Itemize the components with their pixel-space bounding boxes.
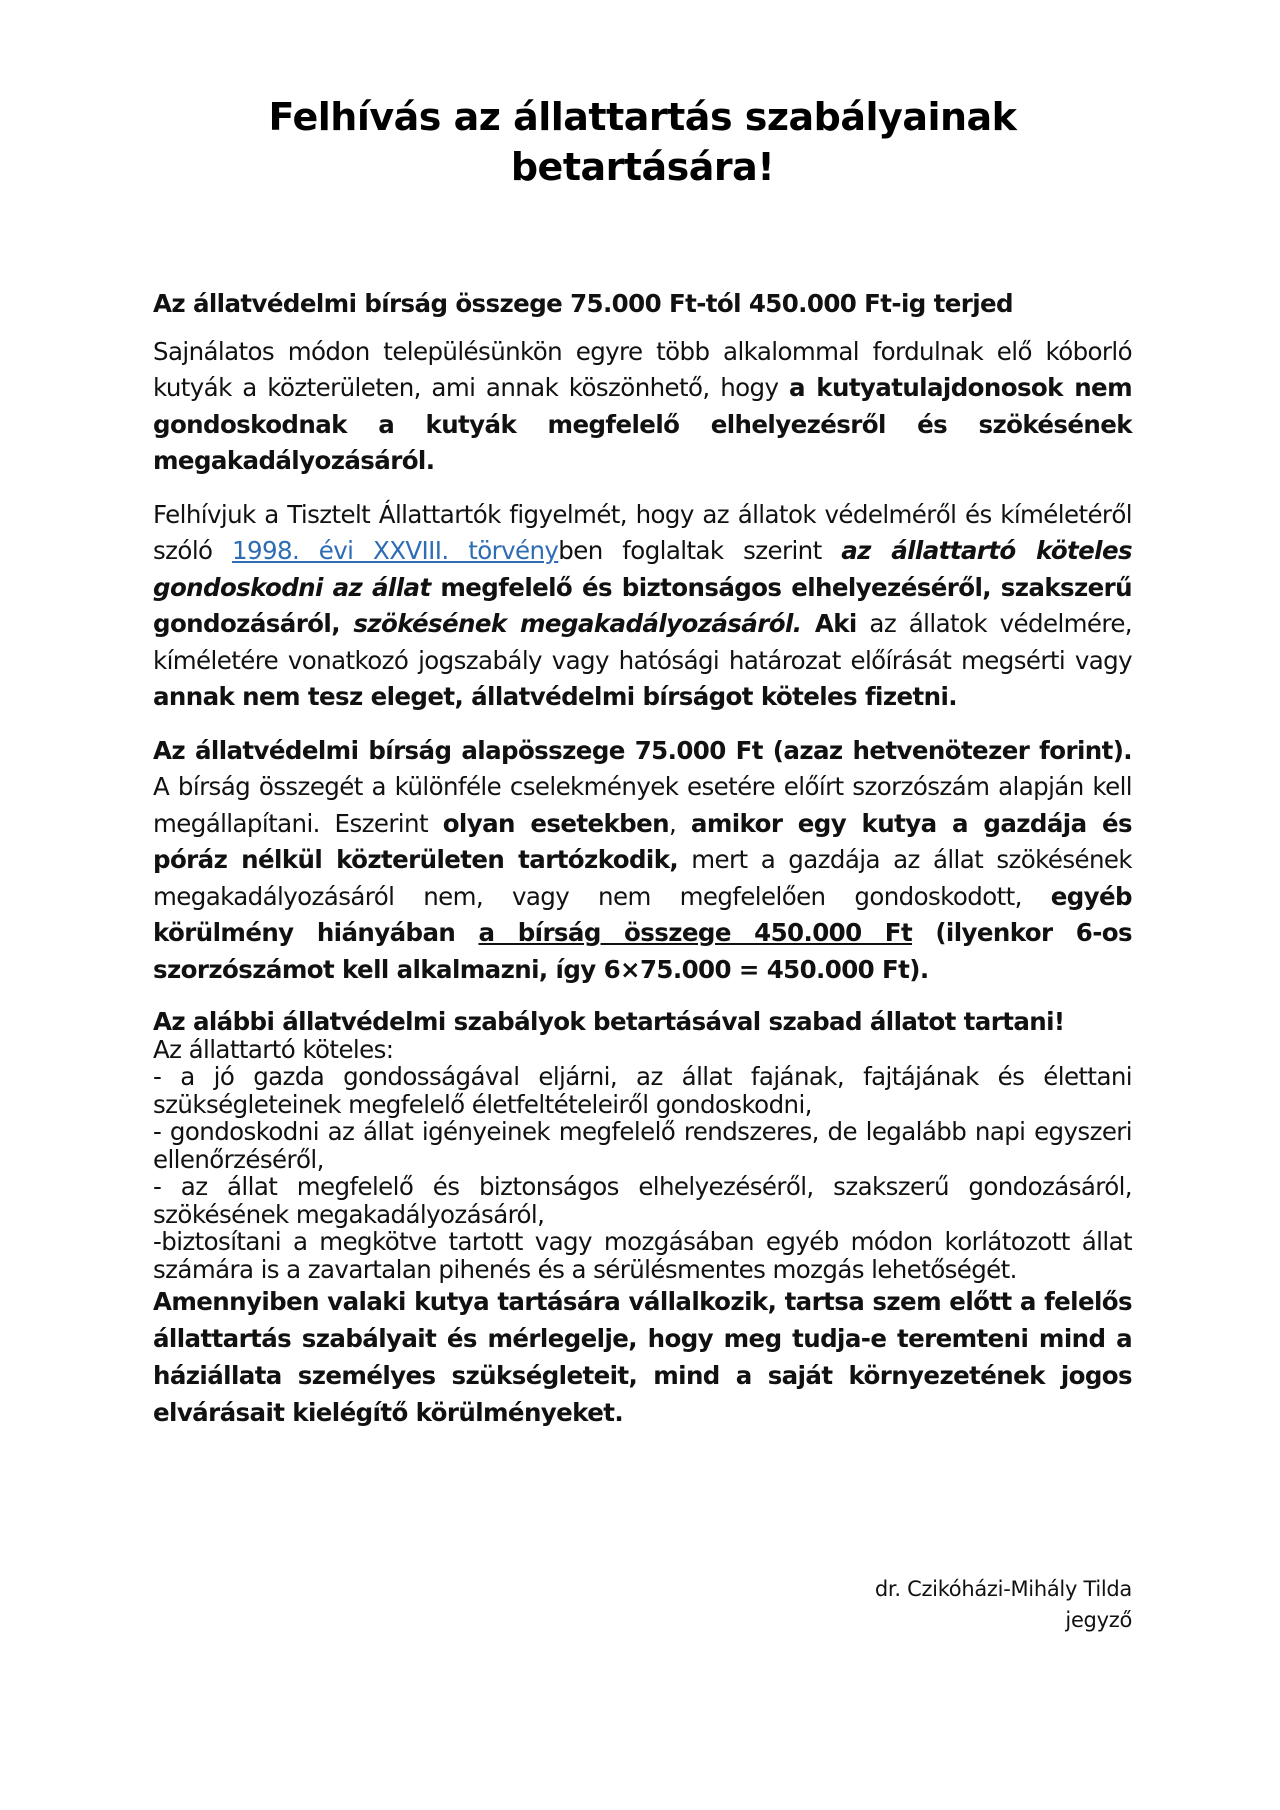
signature-name: dr. Czikóházi-Mihály Tilda	[874, 1577, 1132, 1601]
fine-range-heading: Az állatvédelmi bírság összege 75.000 Ft-tól 450.000 Ft-ig terjed	[153, 289, 1013, 318]
paragraph-stray-dogs	[153, 334, 1132, 480]
text: Sajnálatos módon településünkön egyre több alkalommal fordulnak elő kóborló kutyák a közterületen, ami annak köszönhető, hogy	[153, 336, 1132, 402]
document-body	[153, 286, 1132, 1431]
text: mert a gazdája az állat szökésének megakadályozásáról nem, vagy nem megfelelően gondoskodott,	[153, 845, 1132, 911]
title-line-2: betartására!	[510, 145, 775, 189]
closing-paragraph: Amennyiben valaki kutya tartására vállalkozik, tartsa szem előtt a felelős állattartás szabályait és mérlegelje, hogy meg tudja-e teremteni mind a háziállata személyes szükségleteit, mind a saját környezetének jogos elvárásait kielégítő körülményeket.	[153, 1287, 1132, 1427]
rule-item: - a jó gazda gondosságával eljárni, az állat fajának, fajtájának és élettani szükségleteinek megfelelő életfeltételeiről gondoskodni,	[153, 1062, 1132, 1119]
bold-underlined-amount: a bírság összege 450.000 Ft	[478, 918, 913, 947]
paragraph-fine-amount	[153, 733, 1132, 989]
bold-italic-text: szökésének megakadályozásáról.	[353, 609, 802, 638]
rules-section	[153, 1008, 1132, 1283]
rule-item: -biztosítani a megkötve tartott vagy mozgásában egyéb módon korlátozott állat számára is a zavartalan pihenés és a sérülésmentes mozgás lehetőségét.	[153, 1227, 1132, 1284]
text: ,	[668, 808, 691, 838]
paragraph-legal-obligation	[153, 497, 1132, 716]
text: Felhívjuk a Tisztelt Állattartók figyelmét, hogy az állatok védelméről és kíméletéről szóló	[153, 499, 1132, 565]
signature-role: jegyző	[1065, 1608, 1132, 1632]
bold-text: Az állatvédelmi bírság alapösszege 75.000 Ft (azaz hetvenötezer forint).	[153, 735, 1132, 765]
rules-heading: Az alábbi állatvédelmi szabályok betartásával szabad állatot tartani!	[153, 1007, 1065, 1036]
signature-block	[700, 1574, 1132, 1636]
bold-text: olyan esetekben	[442, 808, 669, 838]
rule-item: - gondoskodni az állat igényeinek megfelelő rendszeres, de legalább napi egyszeri ellenőrzéséről,	[153, 1117, 1132, 1174]
rule-item: - az állat megfelelő és biztonságos elhelyezéséről, szakszerű gondozásáról, szökésének megakadályozásáról,	[153, 1172, 1132, 1229]
text: az állatok védelmére, kíméletére vonatkozó jogszabály vagy hatósági határozat előírását megsérti vagy	[153, 609, 1132, 675]
text: A bírság összegét a különféle cselekmények esetére előírt szorzószám alapján kell megállapítani. Eszerint	[153, 772, 1132, 838]
bold-text: megfelelő és biztonságos elhelyezéséről, szakszerű gondozásáról,	[153, 572, 1132, 638]
text: ben foglaltak szerint	[558, 536, 842, 565]
bold-text: (ilyenkor 6-os szorzószámot kell alkalmazni, így 6×75.000 = 450.000 Ft).	[153, 918, 1132, 984]
title-line-1: Felhívás az állattartás szabályainak	[268, 95, 1017, 139]
rules-intro: Az állattartó köteles:	[153, 1034, 394, 1064]
law-link[interactable]: 1998. évi XXVIII. törvény	[232, 536, 559, 565]
bold-text: a kutyatulajdonosok nem gondoskodnak a kutyák megfelelő elhelyezésről és szökésének megakadályozásáról.	[153, 373, 1132, 475]
bold-text: amikor egy kutya a gazdája és póráz nélkül közterületen tartózkodik,	[153, 808, 1132, 874]
bold-text: egyéb körülmény hiányában	[153, 881, 1132, 947]
bold-italic-text: az állattartó köteles gondoskodni az állat	[153, 536, 1132, 602]
bold-text: annak nem tesz eleget, állatvédelmi bírságot köteles fizetni.	[153, 682, 957, 711]
page-title	[153, 92, 1132, 192]
bold-text: Aki	[801, 609, 857, 638]
